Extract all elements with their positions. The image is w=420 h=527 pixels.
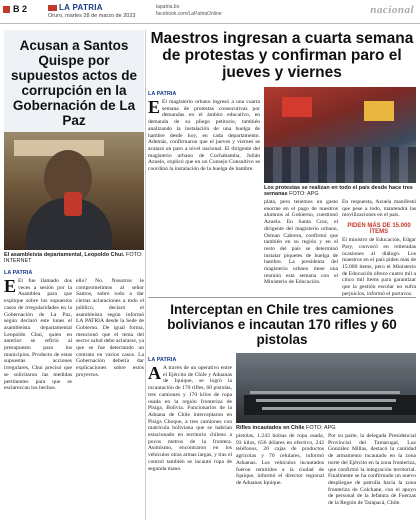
story-divider (148, 297, 416, 298)
chile-col2: pistolas, 1.243 bolsas de ropa usada, 93 kilos, 656 dólares en efectivo, 242 teléfonos, 20 cajas de productos agrícolas y 70 celulares, informó Aduanas. Los vehículos incautados fueron remitidos a la ciudad de Iquique, informó el director regional de Aduanas Iquique. (236, 433, 324, 486)
teachers-col3: En respuesta, Azuela manifestó que pese a todo, mantendrá las movilizaciones en el país. (342, 199, 416, 219)
page-number: B 2 (3, 4, 27, 14)
teachers-subhead: PIDEN MÁS DE 15.000 ÍTEMS (347, 223, 411, 236)
facebook-link[interactable]: facebook.com/LaPatriaOnline (156, 11, 222, 17)
rifles-photo (236, 353, 416, 423)
protest-photo (264, 87, 416, 183)
chile-headline[interactable]: Interceptan en Chile tres camiones bolivianos e incautan 170 rifles y 60 pistolas (167, 302, 397, 347)
chile-col1: A A través de un operativo entre el Ejército de Chile y Aduanas de Iquique, se logró la incautación de 170 rifles, 60 pistolas, tres camiones y 170 kilos de ropa usada en la región fronteriza de Pisiga, Bolivia. Funcionarios de la Aduana de Chile interceptaron en Pisiga Choque, a tres camiones con matrícula boliviana que se habrían estacionado en territorio chileno a pocos metros de la frontera. Asimismo, encontraron en los vehículos otras armas largas, y tras el control también se incautó ropa de segunda mano. (148, 363, 232, 472)
left-headline[interactable]: Acusan a Santos Quispe por supuestos actos de corrupción en la Gobernación de La Paz (4, 30, 144, 132)
dateline: Oruro, martes 28 de marzo de 2023 (48, 13, 136, 19)
teachers-col3b: El ministro de Educación, Edgar Pary, convocó en reiteradas ocasiones al diálogo. Los maestros en el país piden más de 15.000 ítems, pero el Ministerio de Educación ofrece cuatro mil a cinco mil ítems para garantizar que la gestión escolar no sufra perjuicios, informó el portavoz. (342, 237, 416, 297)
section-label: nacional (370, 4, 414, 16)
teachers-col1: E El magisterio urbano ingresó a una cuarta semana de protestas consecutivas por demandas en el ámbito educativo, en demanda de su pliego petitorio, también analizando la instalación de una huelga de hambre desde hoy, en cada departamento. Además, confirmaron que el jueves y viernes se acatará un paro a nivel nacional. El dirigente del magisterio urbano de Cochabamba, Julián Azuelo, explicó que en un Consejo Consultivo se coordinó la instalación de la huelga de hambre. (148, 97, 260, 173)
protest-caption: Los protestas se realizan en todo el país desde hace tres semanas FOTO: APG (264, 185, 413, 197)
rifle-icon (262, 407, 392, 410)
teachers-story (148, 30, 416, 297)
crowd (264, 147, 416, 183)
teachers-col2: plata, pero tenemos un gasto enorme en el pago de nuestros alumnos al Gobierno, cuestionó Azuela. En Santa Cruz, el dirigente del magisterio urbano, Osman Cabrera, confirmó que también en su región y en el resto del país se determinó instalar piquetes de huelga de hambre. La presidenta del magisterio urbano tiene una reunión esta semana con el Ministerio de Educación. (264, 199, 338, 286)
rifle-icon (250, 391, 400, 394)
flag-icon (364, 101, 394, 121)
rifles-caption: Rifles incautados en Chile FOTO: APG (236, 425, 336, 431)
flag-icon (282, 97, 312, 117)
logo-mark-icon (48, 5, 57, 11)
web-links[interactable] (156, 4, 222, 18)
rifle-icon (256, 399, 396, 402)
newspaper-logo[interactable]: LA PATRIA (48, 3, 103, 12)
left-story-photo (4, 132, 144, 250)
display-table (244, 395, 416, 415)
microphone-icon (64, 192, 82, 216)
left-photo-caption: El asambleísta departamental, Leopoldo Chui. FOTO: INTERNET (4, 252, 143, 264)
chile-kicker: LA PATRIA (148, 357, 177, 363)
website-link[interactable]: lapatria.bo (156, 4, 180, 10)
column-divider (145, 30, 146, 520)
teachers-headline[interactable]: Maestros ingresan a cuarta semana de protestas y confirman paro el jueves y viernes (150, 30, 414, 81)
left-story (4, 30, 144, 392)
teachers-kicker: LA PATRIA (148, 91, 177, 97)
section-square-icon (3, 6, 10, 13)
left-kicker: LA PATRIA (4, 270, 33, 276)
chile-story (148, 302, 416, 507)
masthead (0, 0, 420, 24)
chile-col3: Por su parte, la delegada Presidencial Provincial del Tamarugal, Luz González Millas, destacó la cantidad de armamento incautado en la zona norte del Ejército en la zona fronteriza, que confirmó la integración territorial. Finalmente se ha confirmado un nuevo despliegue de patrulla hacia la zona fronteriza de Colchane, con el apoyo de personal de la Jefatura de Fuerzas de la Región de Tarapacá, Chile. (328, 433, 416, 507)
left-body: E El fue llamado dos veces a sesión por la Asamblea para que explique sobre los supuestos casos de irregularidades en la Gobernación de La Paz, según declaró este lunes el asambleísta departamental Leopoldo Chui, quien en anterior se refirió al presupuesto para los municipios. Producto de estas supuestas acciones irregulares, Chui precisó que se solicitaron las medidas pertinentes para que se esclarezcan los hechos. ello? No. Nosotros le comprometimos al señor Santos, sobre todo a dar ciertas aclaraciones a todo el público, declaró el asambleísta según informó LA PATRIA desde la Sede de Gobierno. De igual forma, mencionó que el tema del sector salud debe aclararse, ya que se fue detectando un contrato en varios casos. La Gobernación debería dar explicaciones sobre estos proyectos. (4, 276, 144, 392)
